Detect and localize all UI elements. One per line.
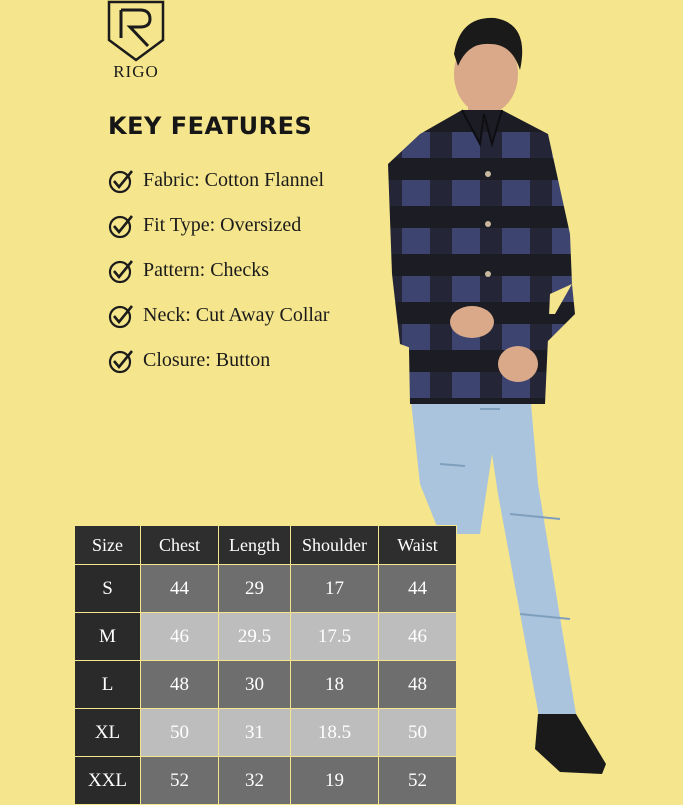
size-cell: XXL — [75, 757, 141, 805]
header-shoulder: Shoulder — [291, 526, 379, 565]
rigo-shield-logo-icon — [106, 0, 166, 62]
length-cell: 32 — [219, 757, 291, 805]
shoulder-cell: 18 — [291, 661, 379, 709]
chest-cell: 44 — [141, 565, 219, 613]
feature-text: Fabric: Cotton Flannel — [143, 169, 325, 191]
header-size: Size — [75, 526, 141, 565]
waist-cell: 46 — [379, 613, 457, 661]
size-cell: M — [75, 613, 141, 661]
check-circle-icon — [108, 348, 134, 374]
size-chart-table — [74, 525, 457, 805]
check-circle-icon — [108, 258, 134, 284]
header-chest: Chest — [141, 526, 219, 565]
table-row — [75, 613, 457, 661]
shoulder-cell: 19 — [291, 757, 379, 805]
size-chart-header — [75, 526, 457, 565]
length-cell: 29.5 — [219, 613, 291, 661]
feature-text: Closure: Button — [143, 349, 271, 371]
shoulder-cell: 17 — [291, 565, 379, 613]
chest-cell: 52 — [141, 757, 219, 805]
header-waist: Waist — [379, 526, 457, 565]
waist-cell: 52 — [379, 757, 457, 805]
waist-cell: 44 — [379, 565, 457, 613]
brand-name: RIGO — [113, 62, 159, 81]
check-circle-icon — [108, 213, 134, 239]
size-cell: L — [75, 661, 141, 709]
feature-item — [108, 158, 329, 203]
key-features-heading: KEY FEATURES — [108, 112, 313, 140]
waist-cell: 50 — [379, 709, 457, 757]
table-row — [75, 565, 457, 613]
waist-cell: 48 — [379, 661, 457, 709]
length-cell: 31 — [219, 709, 291, 757]
table-row — [75, 661, 457, 709]
feature-item — [108, 293, 329, 338]
shoulder-cell: 17.5 — [291, 613, 379, 661]
feature-list — [108, 158, 329, 383]
chest-cell: 50 — [141, 709, 219, 757]
feature-item — [108, 248, 329, 293]
chest-cell: 48 — [141, 661, 219, 709]
size-cell: S — [75, 565, 141, 613]
size-cell: XL — [75, 709, 141, 757]
table-row — [75, 709, 457, 757]
length-cell: 29 — [219, 565, 291, 613]
header-length: Length — [219, 526, 291, 565]
brand-logo — [106, 0, 166, 84]
chest-cell: 46 — [141, 613, 219, 661]
check-circle-icon — [108, 303, 134, 329]
feature-item — [108, 338, 329, 383]
feature-text: Fit Type: Oversized — [143, 214, 302, 236]
check-circle-icon — [108, 168, 134, 194]
shoulder-cell: 18.5 — [291, 709, 379, 757]
length-cell: 30 — [219, 661, 291, 709]
table-row — [75, 757, 457, 805]
feature-text: Pattern: Checks — [143, 259, 270, 281]
feature-text: Neck: Cut Away Collar — [143, 304, 330, 326]
feature-item — [108, 203, 329, 248]
